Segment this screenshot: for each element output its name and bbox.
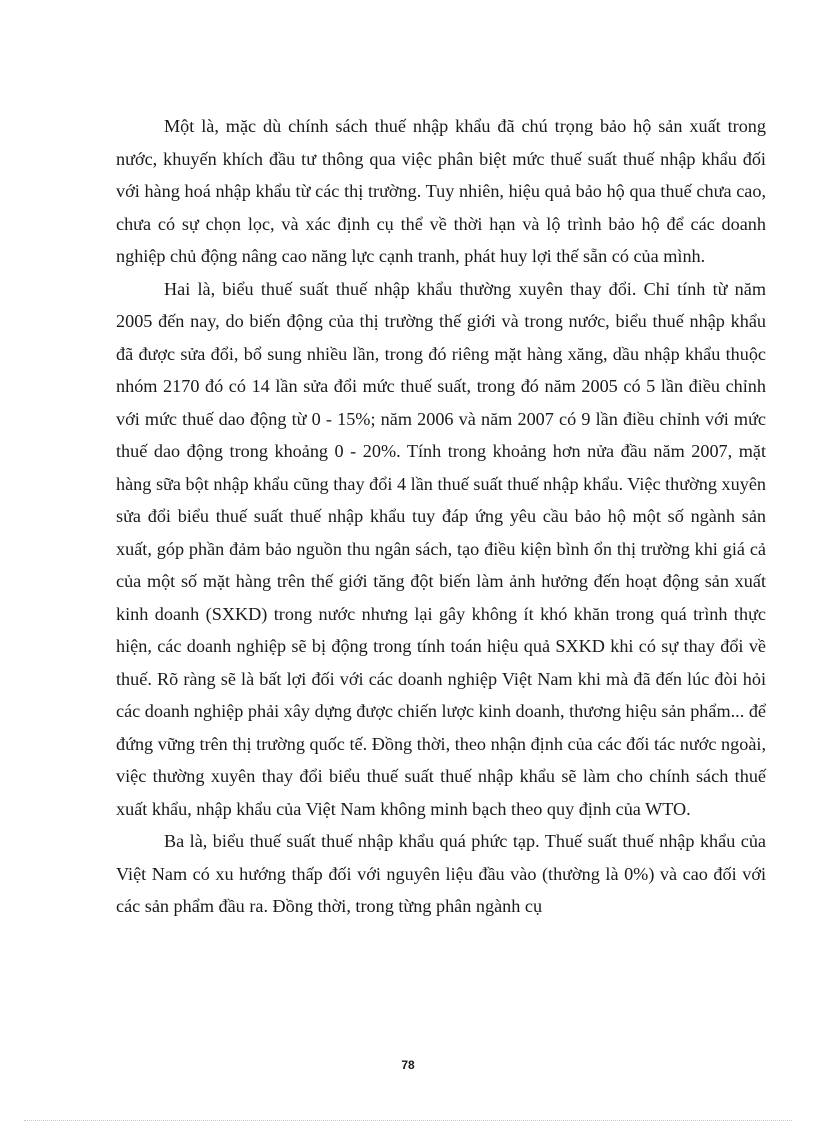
paragraph-ba-la: Ba là, biểu thuế suất thuế nhập khẩu quá phức tạp. Thuế suất thuế nhập khẩu của Việt Nam có xu hướng thấp đối với nguyên liệu đầu vào (thường là 0%) và cao đối với các sản phẩm đầu ra. Đồng thời, trong từng phân ngành cụ bbox=[116, 831, 766, 916]
paragraph-mot-la: Một là, mặc dù chính sách thuế nhập khẩu đã chú trọng bảo hộ sản xuất trong nước, khuyến khích đầu tư thông qua việc phân biệt mức thuế suất thuế nhập khẩu đối với hàng hoá nhập khẩu từ các thị trường. Tuy nhiên, hiệu quả bảo hộ qua thuế chưa cao, chưa có sự chọn lọc, và xác định cụ thể về thời hạn và lộ trình bảo hộ để các doanh nghiệp chủ động nâng cao năng lực cạnh tranh, phát huy lợi thế sẵn có của mình. bbox=[116, 116, 766, 266]
body-text bbox=[116, 110, 766, 923]
page-number: 78 bbox=[401, 1058, 415, 1072]
page-bottom-divider bbox=[24, 1120, 792, 1121]
paragraph-hai-la: Hai là, biểu thuế suất thuế nhập khẩu thường xuyên thay đổi. Chỉ tính từ năm 2005 đến nay, do biến động của thị trường thế giới và trong nước, biểu thuế nhập khẩu đã được sửa đổi, bổ sung nhiều lần, trong đó riêng mặt hàng xăng, dầu nhập khẩu thuộc nhóm 2170 đó có 14 lần sửa đổi mức thuế suất, trong đó năm 2005 có 5 lần điều chỉnh với mức thuế dao động từ 0 - 15%; năm 2006 và năm 2007 có 9 lần điều chỉnh với mức thuế dao động trong khoảng 0 - 20%. Tính trong khoảng hơn nửa đầu năm 2007, mặt hàng sữa bột nhập khẩu cũng thay đổi 4 lần thuế suất thuế nhập khẩu. Việc thường xuyên sửa đổi biểu thuế suất thuế nhập khẩu tuy đáp ứng yêu cầu bảo hộ một số ngành sản xuất, góp phần đảm bảo nguồn thu ngân sách, tạo điều kiện bình ổn thị trường khi giá cả của một số mặt hàng trên thế giới tăng đột biến làm ảnh hưởng đến hoạt động sản xuất kinh doanh (SXKD) trong nước nhưng lại gây không ít khó khăn trong quá trình thực hiện, các doanh nghiệp sẽ bị động trong tính toán hiệu quả SXKD khi có sự thay đổi về thuế. Rõ ràng sẽ là bất lợi đối với các doanh nghiệp Việt Nam khi mà đã đến lúc đòi hỏi các doanh nghiệp phải xây dựng được chiến lược kinh doanh, thương hiệu sản phẩm... để đứng vững trên thị trường quốc tế. Đồng thời, theo nhận định của các đối tác nước ngoài, việc thường xuyên thay đổi biểu thuế suất thuế nhập khẩu sẽ làm cho chính sách thuế xuất khẩu, nhập khẩu của Việt Nam không minh bạch theo quy định của WTO. bbox=[116, 278, 766, 819]
